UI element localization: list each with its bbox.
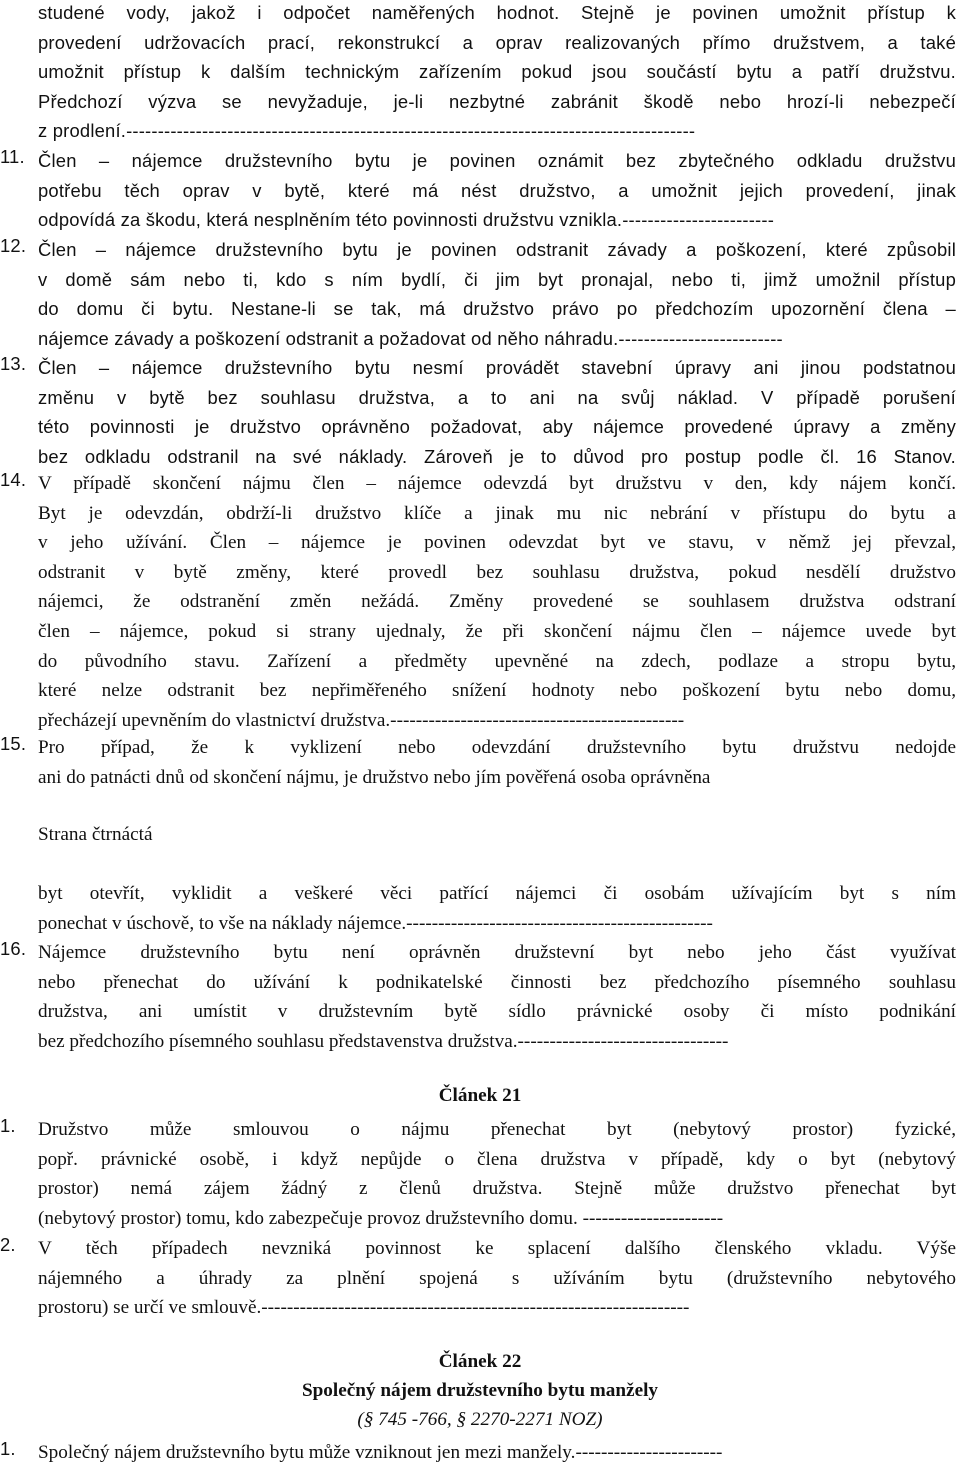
text-line: bez předchozího písemného souhlasu představenstva družstva.--------------------------------- xyxy=(38,1030,729,1052)
text-line: byt otevřít, vyklidit a veškeré věci patřící nájemci či osobám užívajícím byt s ním xyxy=(38,883,956,904)
text-line: provedení udržovacích prací, rekonstrukcí a oprav realizovaných přímo družstvem, a také xyxy=(38,31,956,53)
text-line: nájemného a úhrady za plnění spojená s užíváním bytu (družstevního nebytového xyxy=(38,1267,956,1289)
article-22-reference: (§ 745 -766, § 2270-2271 NOZ) xyxy=(357,1409,603,1430)
text-line: z prodlení.------------------------------------------------------------------------------------------ xyxy=(38,120,696,142)
text-line: popř. právnické osobě, i když nepůjde o člena družstva v případě, kdy o byt (nebytový xyxy=(38,1148,956,1170)
text-line: nájemci, že odstranění změn nežádá. Změny provedené se souhlasem družstva odstraní xyxy=(38,591,956,613)
article-22-item-number-1: 1. xyxy=(0,1438,16,1459)
text-line: Byt je odevzdán, obdrží-li družstvo klíče a jinak mu nic nebrání v přístupu do bytu a xyxy=(38,502,956,524)
item-number-13: 13. xyxy=(0,353,27,374)
text-line: umožnit přístup k dalším technickým zařízením pokud jsou součástí bytu a patří družstvu. xyxy=(38,61,956,83)
page-marker-text: Strana čtrnáctá xyxy=(38,824,153,845)
text-line: prostoru) se určí ve smlouvě.------------------------------------------------------------------- xyxy=(38,1297,690,1319)
text-line: Pro případ, že k vyklizení nebo odevzdání družstevního bytu družstvu nedojde xyxy=(38,737,956,758)
item-number-14: 14. xyxy=(0,469,27,490)
text-line: Družstvo může smlouvou o nájmu přenechat byt (nebytový prostor) fyzické, xyxy=(38,1119,956,1140)
article-21-item-1-paragraph xyxy=(38,1115,956,1233)
item-16-paragraph xyxy=(38,938,956,1056)
text-line: nájemce závady a poškození odstranit a požadovat od něho náhradu.-------------------------- xyxy=(38,327,783,349)
intro-paragraph xyxy=(38,0,956,146)
item-12-paragraph xyxy=(38,235,956,353)
text-line: Člen – nájemce družstevního bytu nesmí provádět stavební úpravy ani jinou podstatnou xyxy=(38,357,956,378)
item-number-11: 11. xyxy=(0,146,25,167)
article-22-title: Společný nájem družstevního bytu manžely xyxy=(301,1380,659,1401)
text-line: bez odkladu odstranil na své náklady. Zároveň je to důvod pro postup podle čl. 16 Stanov. xyxy=(38,445,956,467)
item-14-paragraph xyxy=(38,469,956,735)
text-line: V těch případech nevzniká povinnost ke splacení dalšího členského vkladu. Výše xyxy=(38,1238,956,1259)
text-line: ponechat v úschově, to vše na náklady nájemce.------------------------------------------------ xyxy=(38,912,713,934)
article-22-item-1-paragraph xyxy=(38,1438,956,1468)
text-line: studené vody, jakož i odpočet naměřených hodnot. Stejně je povinen umožnit přístup k xyxy=(38,2,956,23)
item-number-12: 12. xyxy=(0,235,27,256)
text-line: prostor) nemá zájem žádný z členů družstva. Stejně může družstvo přenechat byt xyxy=(38,1178,956,1200)
text-line: v jeho užívání. Člen – nájemce je povinen odevzdat byt ve stavu, v němž jej převzal, xyxy=(38,532,956,554)
text-line: V případě skončení nájmu člen – nájemce odevzdá byt družstvu v den, kdy nájem končí. xyxy=(38,473,956,494)
text-line: Člen – nájemce družstevního bytu je povinen odstranit závady a poškození, které způsobil xyxy=(38,239,956,260)
text-line: potřebu těch oprav v bytě, které má nést družstvo, a umožnit jejich provedení, jinak xyxy=(38,179,956,201)
text-line: Nájemce družstevního bytu není oprávněn družstevní byt nebo jeho část využívat xyxy=(38,942,956,963)
article-21-heading: Článek 21 xyxy=(438,1085,522,1106)
text-line: přecházejí upevněním do vlastnictví družstva.---------------------------------------------- xyxy=(38,709,685,731)
page-marker xyxy=(38,820,956,850)
text-line: člen – nájemce, pokud si strany ujednaly, že při skončení nájmu člen – nájemce uvede byt xyxy=(38,620,956,642)
item-13-paragraph xyxy=(38,353,956,471)
article-21-item-number-1: 1. xyxy=(0,1115,16,1136)
text-line: které nelze odstranit bez nepřiměřeného snížení hodnoty nebo poškození bytu nebo domu, xyxy=(38,680,956,702)
article-21-item-number-2: 2. xyxy=(0,1234,16,1255)
text-line: Člen – nájemce družstevního bytu je povinen oznámit bez zbytečného odkladu družstvu xyxy=(38,150,956,171)
item-number-15: 15. xyxy=(0,733,27,754)
text-line: (nebytový prostor) tomu, kdo zabezpečuje provoz družstevního domu. ---------------------- xyxy=(38,1207,724,1229)
text-line: do domu či bytu. Nestane-li se tak, má družstvo právo po předchozím upozornění člena – xyxy=(38,298,956,320)
text-line: Společný nájem družstevního bytu může vzniknout jen mezi manžely.----------------------- xyxy=(38,1442,723,1463)
text-line: v domě sám nebo ti, kdo s ním bydlí, či jim byt pronajal, nebo ti, jimž umožnil přístup xyxy=(38,268,956,290)
text-line: nebo přenechat do užívání k podnikatelské činnosti bez předchozího písemného souhlasu xyxy=(38,971,956,993)
text-line: Předchozí výzva se nevyžaduje, je-li nezbytné zabránit škodě nebo hrozí-li nebezpečí xyxy=(38,90,956,112)
continuation-paragraph xyxy=(38,879,956,938)
text-line: odstranit v bytě změny, které provedl bez souhlasu družstva, pokud nesdělí družstvo xyxy=(38,561,956,583)
item-11-paragraph xyxy=(38,146,956,235)
article-22-heading: Článek 22 xyxy=(438,1351,522,1372)
text-line: do původního stavu. Zařízení a předměty upevněné na zdech, podlaze a stropu bytu, xyxy=(38,650,956,672)
text-line: této povinnosti je družstvo oprávněno požadovat, aby nájemce provedené úpravy a změny xyxy=(38,416,956,438)
text-line: družstva, ani umístit v družstevním bytě sídlo právnické osoby či místo podnikání xyxy=(38,1001,956,1023)
article-21-item-2-paragraph xyxy=(38,1234,956,1323)
text-line: odpovídá za škodu, která nesplněním této povinnosti družstvu vznikla.------------------------ xyxy=(38,209,775,231)
text-line: změnu v bytě bez souhlasu družstva, a to ani na svůj náklad. V případě porušení xyxy=(38,386,956,408)
item-15-paragraph xyxy=(38,733,956,792)
text-line: ani do patnácti dnů od skončení nájmu, je družstvo nebo jím pověřená osoba oprávněna xyxy=(38,766,711,788)
item-number-16: 16. xyxy=(0,938,27,959)
